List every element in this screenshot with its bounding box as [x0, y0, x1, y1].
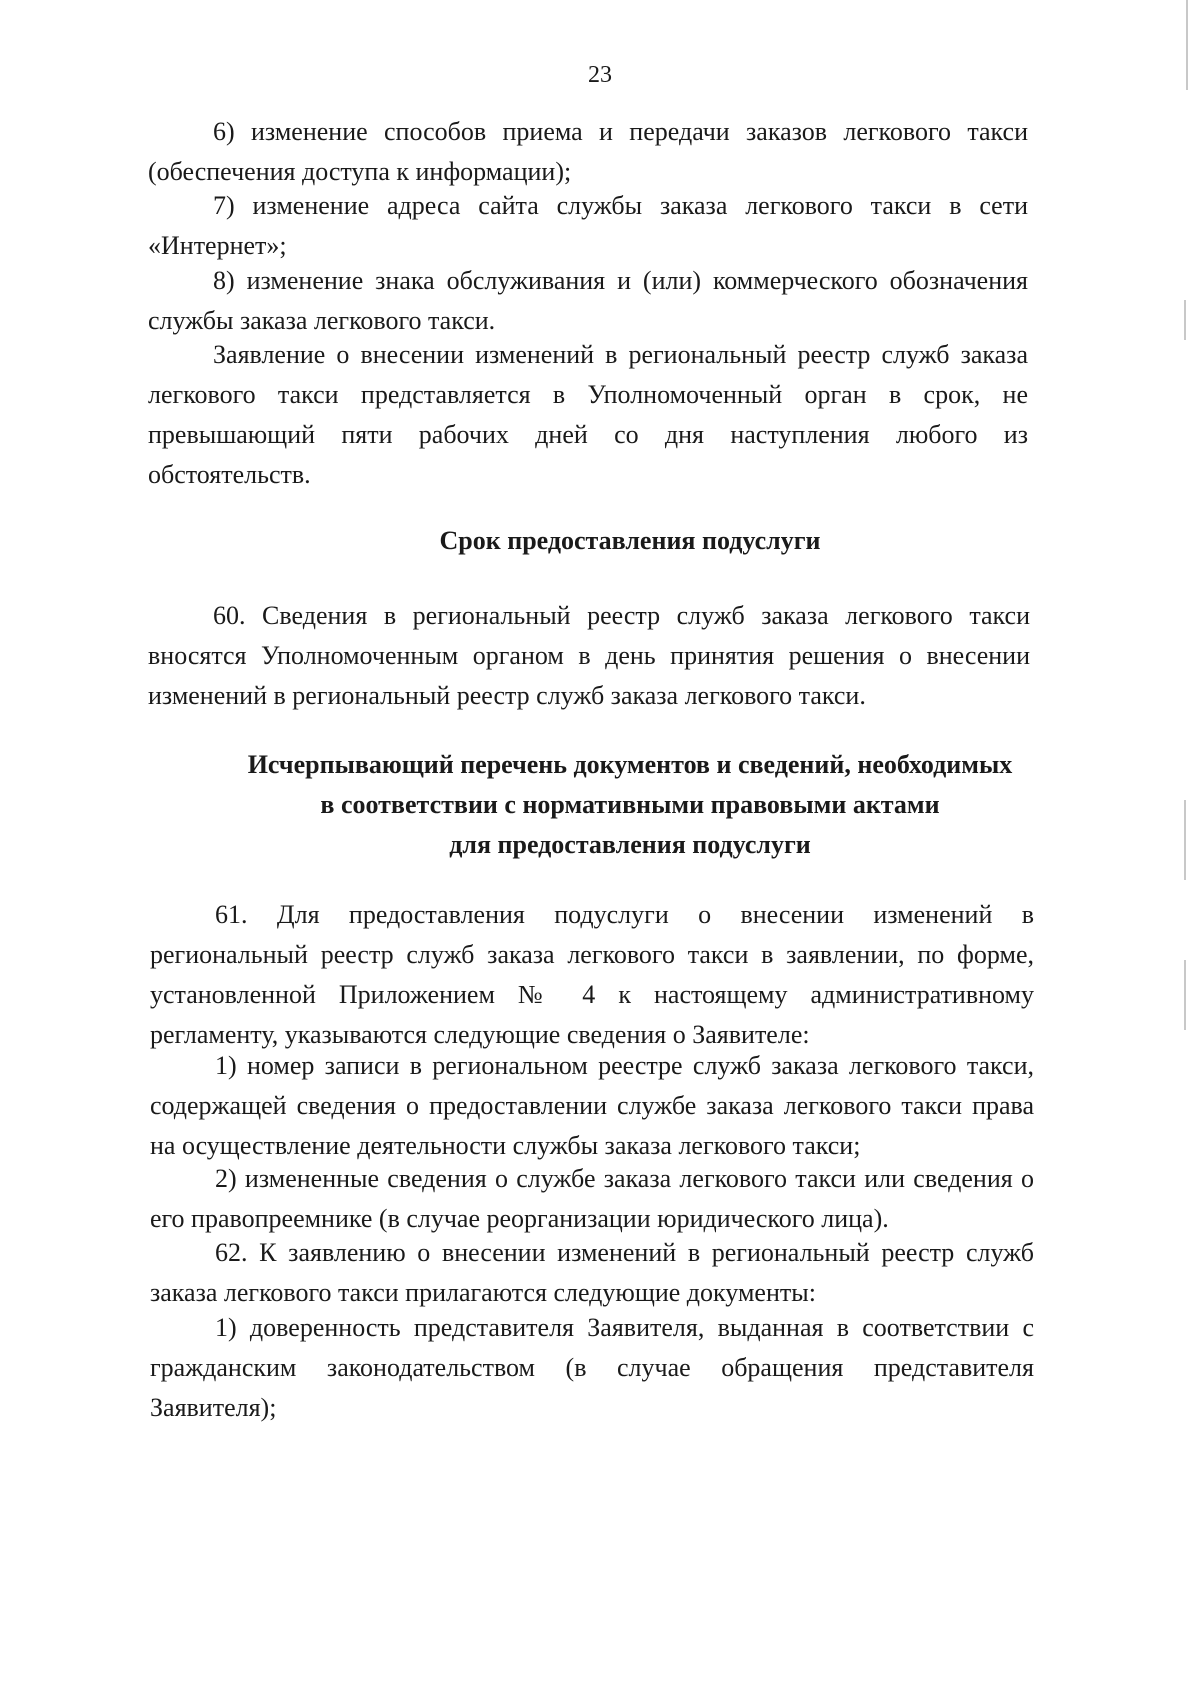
paragraph-item-6: 6) изменение способов приема и передачи заказов легкового такси (обеспечения доступа к информации);: [148, 117, 1028, 186]
paragraph-61: 61. Для предоставления подуслуги о внесении изменений в региональный реестр служб заказа легкового такси в заявлении, по форме, установленной Приложением № 4 к настоящему административному регламенту, указываются следующие сведения о Заявителе:: [150, 900, 1034, 1049]
paragraph-61-item-2: 2) измененные сведения о службе заказа легкового такси или сведения о его правопреемнике (в случае реорганизации юридического лица).: [150, 1164, 1034, 1233]
paragraph-item-7: 7) изменение адреса сайта службы заказа легкового такси в сети «Интернет»;: [148, 191, 1028, 260]
section-heading-documents-line-2: в соответствии с нормативными правовыми актами: [320, 790, 940, 819]
scan-edge-mark: [1184, 800, 1186, 880]
section-heading-term: Срок предоставления подуслуги: [439, 526, 821, 555]
scan-edge-mark: [1184, 300, 1186, 340]
scan-edge-mark: [1186, 0, 1188, 90]
paragraph-application-deadline: Заявление о внесении изменений в региональный реестр служб заказа легкового такси представляется в Уполномоченный орган в срок, не превышающий пяти рабочих дней со дня наступления любого из обстоятельств.: [148, 340, 1028, 489]
paragraph-item-8: 8) изменение знака обслуживания и (или) коммерческого обозначения службы заказа легкового такси.: [148, 266, 1028, 335]
paragraph-60: 60. Сведения в региональный реестр служб заказа легкового такси вносятся Уполномоченным органом в день принятия решения о внесении изменений в региональный реестр служб заказа легкового такси.: [148, 601, 1030, 710]
page-number: 23: [588, 62, 612, 88]
scan-edge-mark: [1184, 960, 1186, 1030]
section-heading-documents: [150, 745, 1110, 865]
paragraph-61-item-1: 1) номер записи в региональном реестре служб заказа легкового такси, содержащей сведения о предоставлении службе заказа легкового такси права на осуществление деятельности службы заказа легкового такси;: [150, 1051, 1034, 1160]
section-heading-documents-line-1: Исчерпывающий перечень документов и сведений, необходимых: [247, 750, 1013, 779]
paragraph-62: 62. К заявлению о внесении изменений в региональный реестр служб заказа легкового такси прилагаются следующие документы:: [150, 1238, 1034, 1307]
section-heading-documents-line-3: для предоставления подуслуги: [449, 830, 811, 859]
paragraph-62-item-1: 1) доверенность представителя Заявителя, выданная в соответствии с гражданским законодательством (в случае обращения представителя Заявителя);: [150, 1313, 1034, 1422]
